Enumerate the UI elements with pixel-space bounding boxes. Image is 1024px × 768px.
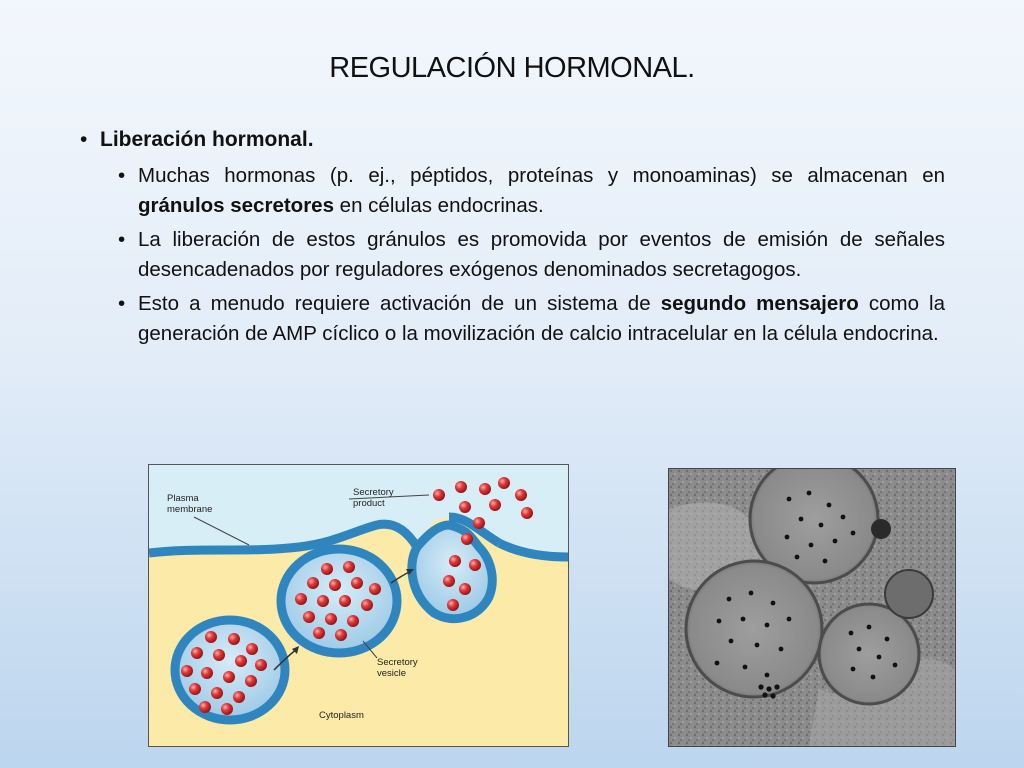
micrograph-graphic (669, 469, 955, 746)
slide-title: REGULACIÓN HORMONAL. (329, 52, 695, 84)
bullet-list (80, 128, 945, 353)
sub-bullet-3: • Esto a menudo requiere activación de un sistema de segundo mensajero como la generación de AMP cíclico o la movilización de calcio intracelular en la célula endocrina. (118, 292, 946, 345)
sub-bullet-2: • La liberación de estos gránulos es promovida por eventos de emisión de señales desencadenados por reguladores exógenos denominados secretagogos. (118, 228, 945, 281)
label-secretory-product: Secretory product (353, 487, 394, 509)
label-secretory-vesicle: Secretory vesicle (377, 657, 418, 679)
sub-bullet-1: • Muchas hormonas (p. ej., péptidos, proteínas y monoaminas) se almacenan en gránulos secretores en células endocrinas. (118, 164, 945, 217)
electron-micrograph (668, 468, 956, 747)
label-cytoplasm: Cytoplasm (319, 710, 364, 721)
secretion-diagram (148, 464, 569, 747)
sub-bullet-list (118, 161, 946, 349)
main-bullet: • Liberación hormonal. (80, 128, 945, 152)
label-plasma-membrane: Plasma membrane (167, 493, 213, 515)
